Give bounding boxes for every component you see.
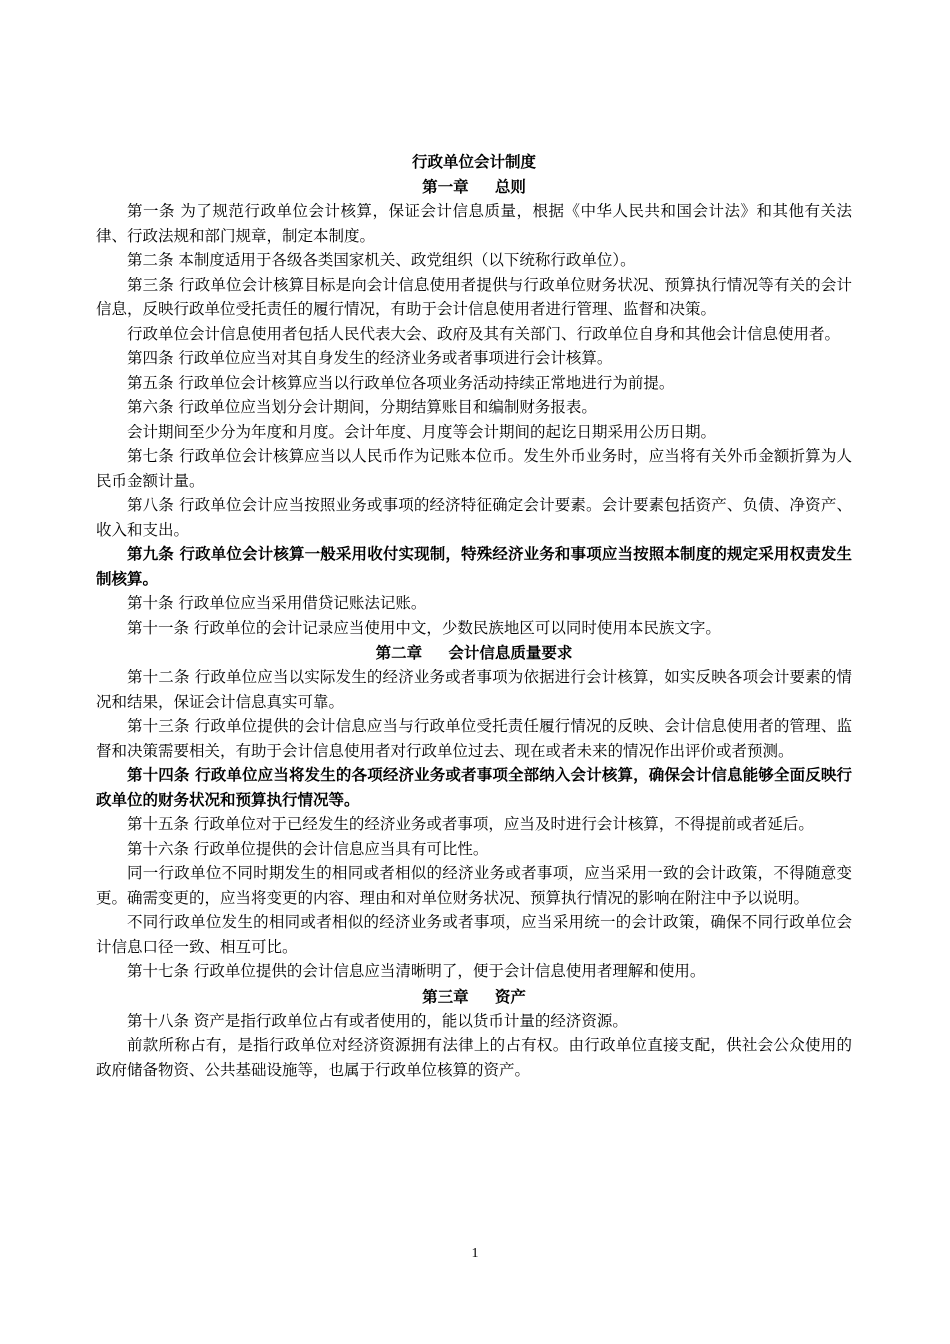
document-title: 行政单位会计制度	[411, 152, 536, 171]
article-paragraph: 第四条 行政单位应当对其自身发生的经济业务或者事项进行会计核算。	[127, 349, 613, 367]
page-number: 1	[471, 1246, 479, 1261]
article-paragraph: 同一行政单位不同时期发生的相同或者相似的经济业务或者事项，应当采用一致的会计政策，不得随意变更。确需变更的，应当将变更的内容、理由和对单位财务状况、预算执行情况的影响在附注中予以说明。	[96, 864, 852, 907]
article-paragraph: 行政单位会计信息使用者包括人民代表大会、政府及其有关部门、行政单位自身和其他会计信息使用者。	[127, 324, 841, 343]
article-paragraph: 第一条 为了规范行政单位会计核算，保证会计信息质量，根据《中华人民共和国会计法》和其他有关法律、行政法规和部门规章，制定本制度。	[96, 202, 852, 245]
article-paragraph: 第九条 行政单位会计核算一般采用收付实现制，特殊经济业务和事项应当按照本制度的规定采用权责发生制核算。	[96, 544, 852, 588]
article-paragraph: 第五条 行政单位会计核算应当以行政单位各项业务活动持续正常地进行为前提。	[127, 373, 675, 392]
article-paragraph: 第七条 行政单位会计核算应当以人民币作为记账本位币。发生外币业务时，应当将有关外币金额折算为人民币金额计量。	[96, 447, 852, 490]
article-paragraph: 第十七条 行政单位提供的会计信息应当清晰明了，便于会计信息使用者理解和使用。	[127, 962, 706, 980]
chapter-heading: 第三章 资产	[422, 986, 526, 1006]
chapter-heading: 第一章 总则	[422, 177, 526, 196]
article-paragraph: 第十二条 行政单位应当以实际发生的经济业务或者事项为依据进行会计核算，如实反映各项会计要素的情况和结果，保证会计信息真实可靠。	[96, 668, 852, 711]
article-paragraph: 第十条 行政单位应当采用借贷记账法记账。	[127, 594, 427, 612]
article-paragraph: 第二条 本制度适用于各级各类国家机关、政党组织（以下统称行政单位）。	[127, 251, 636, 269]
article-paragraph: 第十一条 行政单位的会计记录应当使用中文，少数民族地区可以同时使用本民族文字。	[127, 618, 721, 637]
article-paragraph: 第十三条 行政单位提供的会计信息应当与行政单位受托责任履行情况的反映、会计信息使用者的管理、监督和决策需要相关，有助于会计信息使用者对行政单位过去、现在或者未来的情况作出评价或者预测。	[96, 717, 852, 760]
article-paragraph: 第十四条 行政单位应当将发生的各项经济业务或者事项全部纳入会计核算，确保会计信息能够全面反映行政单位的财务状况和预算执行情况等。	[96, 765, 852, 809]
article-paragraph: 不同行政单位发生的相同或者相似的经济业务或者事项，应当采用统一的会计政策，确保不同行政单位会计信息口径一致、相互可比。	[96, 913, 852, 956]
chapter-heading: 第二章 会计信息质量要求	[375, 643, 573, 662]
document-blocks	[96, 174, 852, 1082]
article-paragraph: 第六条 行政单位应当划分会计期间，分期结算账目和编制财务报表。	[127, 398, 597, 416]
article-paragraph: 第十六条 行政单位提供的会计信息应当具有可比性。	[127, 839, 489, 858]
article-paragraph: 第八条 行政单位会计应当按照业务或事项的经济特征确定会计要素。会计要素包括资产、负债、净资产、收入和支出。	[96, 496, 852, 539]
article-paragraph: 前款所称占有，是指行政单位对经济资源拥有法律上的占有权。由行政单位直接支配，供社会公众使用的政府储备物资、公共基础设施等，也属于行政单位核算的资产。	[96, 1036, 852, 1079]
article-paragraph: 第三条 行政单位会计核算目标是向会计信息使用者提供与行政单位财务状况、预算执行情况等有关的会计信息，反映行政单位受托责任的履行情况，有助于会计信息使用者进行管理、监督和决策。	[96, 275, 852, 318]
document-body	[96, 149, 852, 1082]
article-paragraph: 第十八条 资产是指行政单位占有或者使用的，能以货币计量的经济资源。	[127, 1011, 628, 1030]
article-paragraph: 会计期间至少分为年度和月度。会计年度、月度等会计期间的起讫日期采用公历日期。	[127, 422, 717, 441]
article-paragraph: 第十五条 行政单位对于已经发生的经济业务或者事项，应当及时进行会计核算，不得提前或者延后。	[127, 815, 814, 833]
